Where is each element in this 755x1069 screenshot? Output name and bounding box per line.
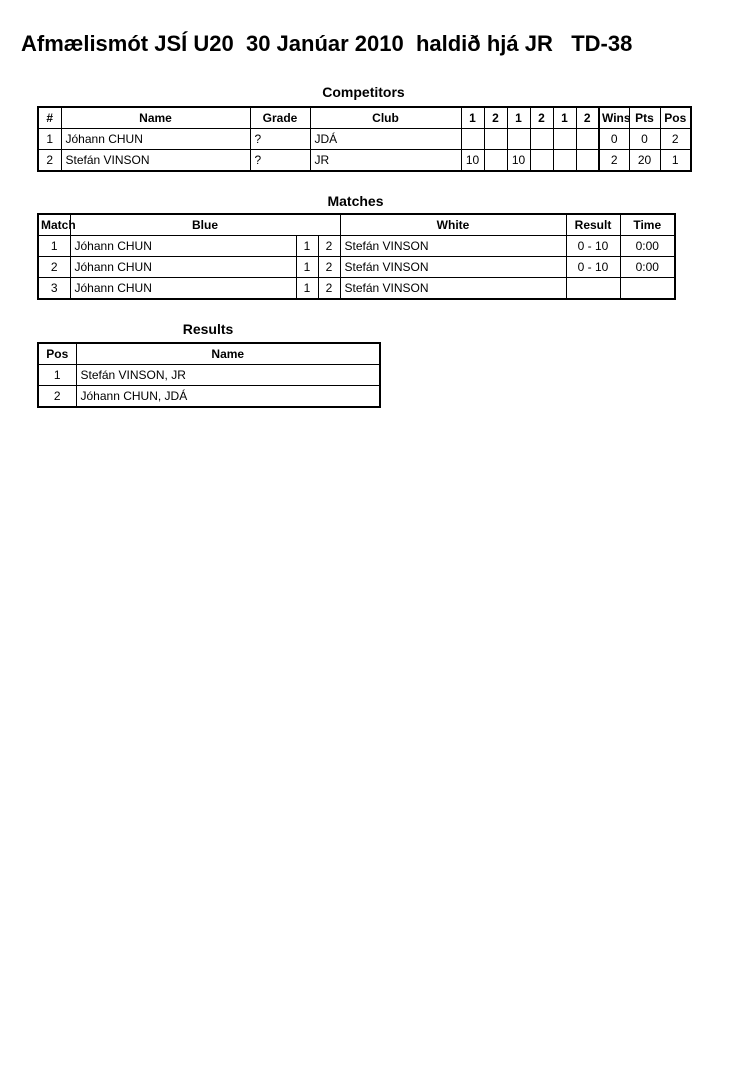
blue-competitor: Jóhann CHUN — [70, 236, 296, 257]
white-competitor: Stefán VINSON — [340, 236, 566, 257]
document-title: Afmælismót JSÍ U20 30 Janúar 2010 haldið hjá JR TD-38 — [21, 31, 633, 56]
col-result: Result — [566, 214, 620, 236]
blue-competitor: Jóhann CHUN — [70, 257, 296, 278]
white-competitor: Stefán VINSON — [340, 257, 566, 278]
match-number: 1 — [38, 236, 70, 257]
competitor-pts: 20 — [629, 150, 660, 172]
table-row — [38, 129, 691, 150]
competitor-name: Jóhann CHUN — [61, 129, 250, 150]
round-score — [576, 150, 599, 172]
col-grade: Grade — [250, 107, 310, 129]
match-time: 0:00 — [620, 257, 675, 278]
blue-seed: 1 — [296, 257, 318, 278]
white-competitor: Stefán VINSON — [340, 278, 566, 300]
col-match: Match — [38, 214, 70, 236]
round-score: 10 — [461, 150, 484, 172]
results-heading: Results — [182, 321, 234, 337]
white-seed: 2 — [318, 257, 340, 278]
result-name: Jóhann CHUN, JDÁ — [76, 386, 380, 408]
col-name: Name — [76, 343, 380, 365]
round-score — [530, 150, 553, 172]
competitor-grade: ? — [250, 129, 310, 150]
competitors-header-row — [38, 107, 691, 129]
results-table — [37, 342, 381, 408]
match-number: 2 — [38, 257, 70, 278]
match-result: 0 - 10 — [566, 257, 620, 278]
matches-table — [37, 213, 676, 300]
col-num: # — [38, 107, 61, 129]
competitor-grade: ? — [250, 150, 310, 172]
matches-header-row — [38, 214, 675, 236]
white-seed: 2 — [318, 278, 340, 300]
match-result — [566, 278, 620, 300]
result-pos: 2 — [38, 386, 76, 408]
round-score — [553, 129, 576, 150]
match-time: 0:00 — [620, 236, 675, 257]
competitor-pos: 2 — [660, 129, 691, 150]
competitor-num: 1 — [38, 129, 61, 150]
match-time — [620, 278, 675, 300]
matches-heading: Matches — [327, 193, 384, 209]
col-wins: Wins — [599, 107, 629, 129]
blue-seed: 1 — [296, 278, 318, 300]
round-score — [530, 129, 553, 150]
col-round: 1 — [507, 107, 530, 129]
competitor-wins: 2 — [599, 150, 629, 172]
result-name: Stefán VINSON, JR — [76, 365, 380, 386]
col-pos: Pos — [660, 107, 691, 129]
table-row — [38, 236, 675, 257]
round-score: 10 — [507, 150, 530, 172]
competitor-pos: 1 — [660, 150, 691, 172]
round-score — [507, 129, 530, 150]
col-round: 2 — [530, 107, 553, 129]
blue-seed: 1 — [296, 236, 318, 257]
results-header-row — [38, 343, 380, 365]
competitor-club: JR — [310, 150, 461, 172]
match-number: 3 — [38, 278, 70, 300]
competitor-club: JDÁ — [310, 129, 461, 150]
col-pts: Pts — [629, 107, 660, 129]
round-score — [461, 129, 484, 150]
competitors-table — [37, 106, 692, 172]
competitors-heading: Competitors — [322, 84, 405, 100]
col-blue: Blue — [70, 214, 340, 236]
col-round: 1 — [553, 107, 576, 129]
col-round: 2 — [484, 107, 507, 129]
col-club: Club — [310, 107, 461, 129]
col-round: 1 — [461, 107, 484, 129]
col-pos: Pos — [38, 343, 76, 365]
col-white: White — [340, 214, 566, 236]
round-score — [576, 129, 599, 150]
round-score — [484, 150, 507, 172]
competitor-name: Stefán VINSON — [61, 150, 250, 172]
competitor-num: 2 — [38, 150, 61, 172]
match-result: 0 - 10 — [566, 236, 620, 257]
table-row — [38, 365, 380, 386]
round-score — [553, 150, 576, 172]
col-round: 2 — [576, 107, 599, 129]
competitor-pts: 0 — [629, 129, 660, 150]
table-row — [38, 257, 675, 278]
table-row — [38, 278, 675, 300]
table-row — [38, 386, 380, 408]
result-pos: 1 — [38, 365, 76, 386]
col-time: Time — [620, 214, 675, 236]
white-seed: 2 — [318, 236, 340, 257]
round-score — [484, 129, 507, 150]
competitor-wins: 0 — [599, 129, 629, 150]
table-row — [38, 150, 691, 172]
blue-competitor: Jóhann CHUN — [70, 278, 296, 300]
col-name: Name — [61, 107, 250, 129]
